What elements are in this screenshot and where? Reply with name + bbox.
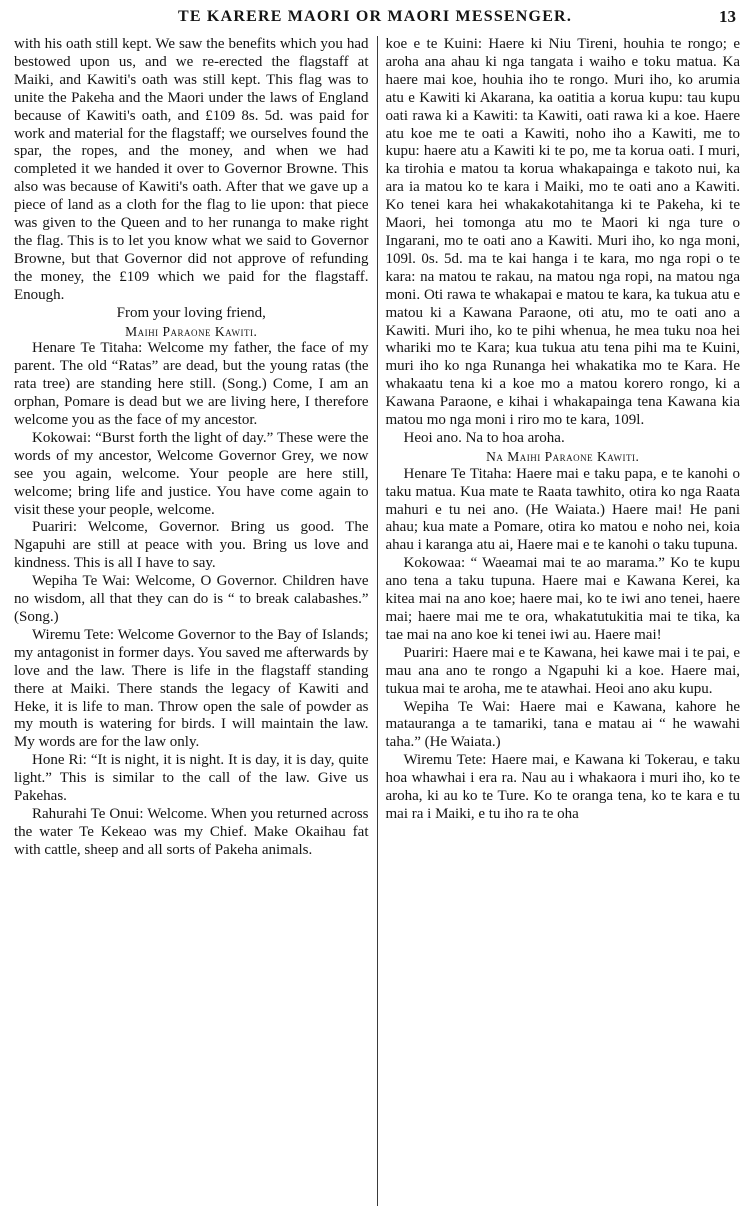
letter-signature: Na Maihi Paraone Kawiti.: [486, 448, 640, 464]
page-header: [14, 6, 736, 28]
two-column-body: [14, 36, 740, 1206]
paragraph: koe e te Kuini: Haere ki Niu Tireni, houhia te rongo; e aroha ana ahau ki nga tangata i waiho e toku matua. Ka haere mai koe, houhia iho te rongo. Muri iho, ko arumia atu e Kawiti ki Akarana, ka oatitia a korua kupu: tau kupu oati rawa ki a Kawiti: ta Kawiti, oati rawa ki a koe. Haere atu koe me te oati a Kawiti, noho iho a Kawiti, me to kupu: haere atu a Kawiti ki te po, me ta korua oati. I muri, ka tirohia e matou ta korua whakapainga e takoto nui, ka ara ia matou ko te kara i Maiki, mo te oati ano a Kawiti. Ko tenei kara hei whakakotahitanga ki te Pakeha, ki te Maori, hei tomonga atu mo te Maori ki nga ture o Ingarani, mo te oati ano a Kawiti. Muri iho, ko nga moni, 109l. 0s. 5d. ma te kai hanga i te kara, mo nga ropi o te kara: na matou te rakau, na matou nga ropi, na matou nga moni. Oti rawa te whakapai e matou te kara, ka tukua atu e matou ki a Kawana Paraone, oti atu, mo te oati ano a Kawiti. Muri iho, ko te pihi whenua, he mea tuku noa hei whariki mo te Kara; kua tukua atu tena pihi ma te Kuini, muri iho ko nga Runanga hei whakatika mo te Kara. He whakaatu tena ki a koe mo a matou korero rongo, ki a Kawana Paraone, e kihai i whakapainga tena Kawana kia matou mo nga moni i riro mo te kara, 109l.: [385, 36, 740, 429]
paragraph: Henare Te Titaha: Haere mai e taku papa, e te kanohi o taku matua. Kua mate te Raata tawhito, otira ko nga Raata mahuri e tu nei ano. (He Waiata.) Haere mai! He pani ahau; kua mate a Pomare, otira ko matou e noho nei, koia ahau i karanga atu ai, Haere mai e te kanohi o taku tupuna.: [385, 465, 740, 554]
paragraph: Rahurahi Te Onui: Welcome. When you returned across the water Te Kekeao was my Chief. Make Okaihau fat with cattle, sheep and all sorts of Pakeha animals.: [14, 805, 369, 858]
paragraph: Kokowai: “Burst forth the light of day.” These were the words of my ancestor, Welcome Governor Grey, we now see you again, welcome. Your people are here still, welcome; bring life and justice. You have come again to visit these your people, welcome.: [14, 429, 369, 518]
paragraph: Puariri: Haere mai e te Kawana, hei kawe mai i te pai, e mau ana ano te rongo a Ngapuhi ki a koe. Haere mai, tukua mai te aroha, me te atawhai. Heoi ano aku kupu.: [385, 644, 740, 697]
english-column: [14, 36, 377, 1206]
paragraph: Wepiha Te Wai: Welcome, O Governor. Children have no wisdom, all that they can do is “ to break calabashes.” (Song.): [14, 573, 369, 625]
running-title: TE KARERE MAORI OR MAORI MESSENGER.: [177, 8, 573, 25]
paragraph: Henare Te Titaha: Welcome my father, the face of my parent. The old “Ratas” are dead, but the young ratas (the rata tree) are standing here still. (Song.) Come, I am an orphan, Pomare is dead but we are living here, I therefore welcome you as the face of my ancestor.: [14, 340, 369, 429]
paragraph: Wepiha Te Wai: Haere mai e Kawana, kahore he matauranga a te tamariki, tana e matau ai “ he wawahi taha.” (He Waiata.): [385, 698, 740, 751]
page-number: 13: [719, 7, 736, 26]
maori-column: [378, 36, 741, 1206]
paragraph: Wiremu Tete: Haere mai, e Kawana ki Tokerau, e taku hoa whawhai i era ra. Nau au i whakaora i muri iho, ko te aroha, ki au ko te Ture. Ko te oranga tena, ko te kara e tu mai ra i Maiki, e tu iho ra te oha: [385, 752, 740, 822]
paragraph: Wiremu Tete: Welcome Governor to the Bay of Islands; my antagonist in former days. You saved me afterwards by love and the law. There is life in the flagstaff standing there at Maiki. There stands the legacy of Kawiti and Heke, it is life to man. Throw open the sale of powder as my mouth is watering for birds. I will maintain the law. My words are for the law only.: [14, 626, 369, 751]
paragraph: with his oath still kept. We saw the benefits which you had bestowed upon us, and we re-erected the flagstaff at Maiki, and Kawiti's oath was still kept. This flag was to unite the Pakeha and the Maori under the laws of England because of Kawiti's oath, and £109 8s. 5d. was paid for work and material for the flagstaff; we ourselves found the spar, the ropes, and the money, and when we had completed it we handed it over to Governor Browne. This also was because of Kawiti's oath. After that we gave up a piece of land as a cloth for the flag to lie upon: that piece was given to the Queen and to her runanga to make right the flag. This is to let you know what we said to Governor Browne, but that Governor did not approve of refunding the money, the £109 which we paid for the flagstaff. Enough.: [14, 36, 369, 303]
paragraph: Heoi ano. Na to hoa aroha.: [403, 429, 565, 446]
paragraph: Puariri: Welcome, Governor. Bring us good. The Ngapuhi are still at peace with you. Bring us love and kindness. This is all I have to say.: [14, 519, 369, 572]
paragraph: Hone Ri: “It is night, it is night. It is day, it is day, quite light.” This is similar to the call of the law. Give us Pakehas.: [14, 752, 369, 805]
letter-signature: Maihi Paraone Kawiti.: [125, 323, 258, 339]
letter-closing: From your loving friend,: [116, 304, 266, 321]
paragraph: Kokowaa: “ Waeamai mai te ao marama.” Ko te kupu ano tena a taku tupuna. Haere mai e Kawana Kerei, ka kitea mai na ano koe; haere mai, ko te iwi ano tenei, haere mai; haere mai me te ora, whakatutukitia mai te tika, ka tae mai na ano koe ki tenei iwi au. Haere mai!: [385, 555, 740, 643]
